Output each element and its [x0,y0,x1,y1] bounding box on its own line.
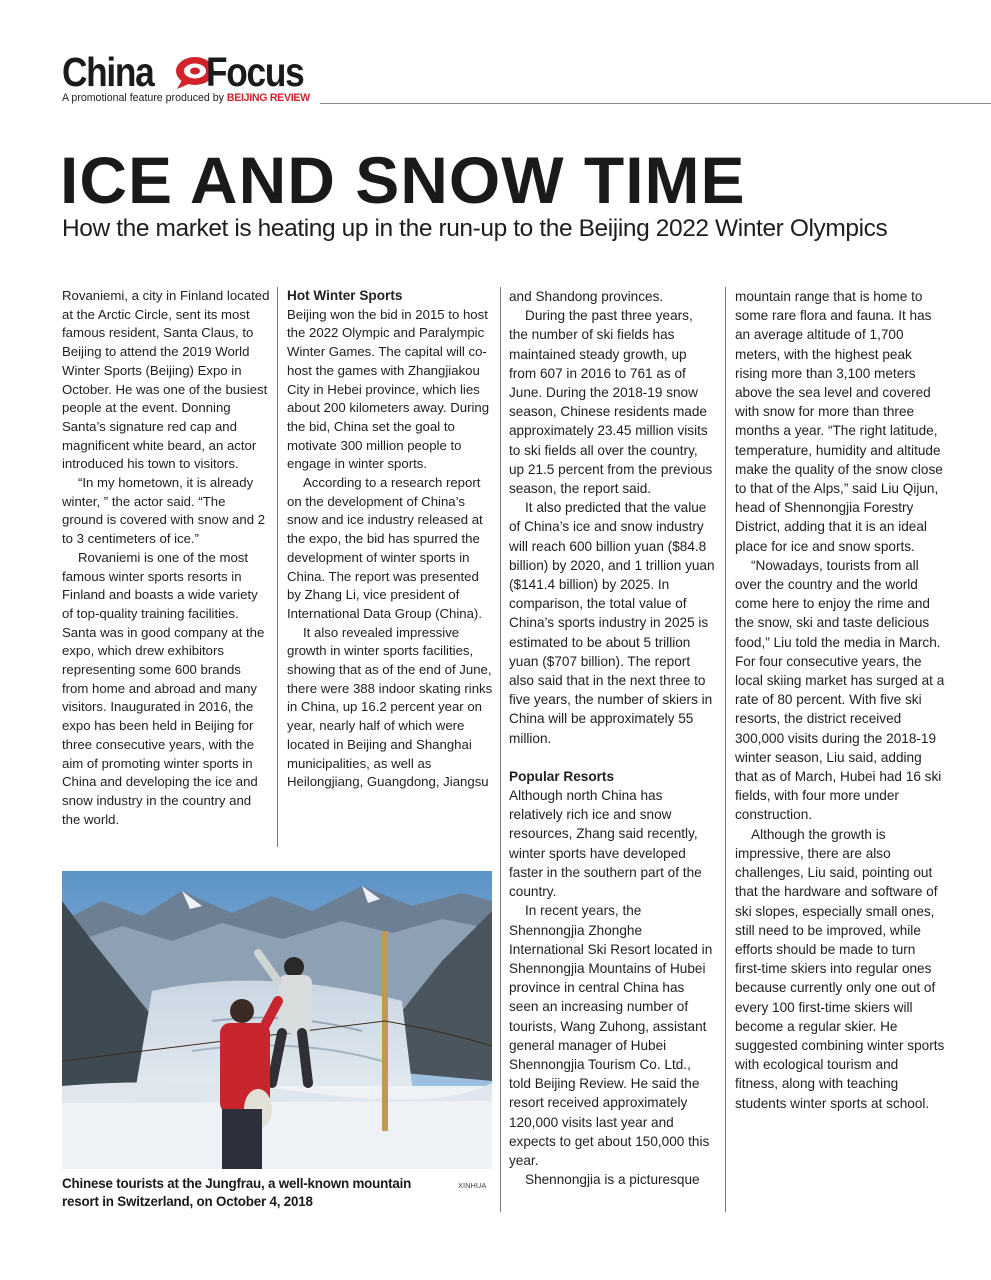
column-3 [509,287,715,1189]
logo-tagline [62,92,310,104]
column-divider [277,287,278,847]
jungfrau-photo [62,871,492,1169]
paragraph: Although the growth is impressive, there are also challenges, Liu said, pointing out that the hardware and software of ski slopes, especially small ones, still need to be improved, while efforts should be made to turn first-time skiers into regular ones because currently only one out of every 100 first-time skiers will become a regular skier. He suggested combining winter sports with ecological tourism and fitness, along with teaching students winter sports at school. [735,826,945,1111]
section-heading: Popular Resorts [509,768,614,784]
column-divider [500,287,501,1212]
photo-illustration [62,871,492,1169]
paragraph: Rovaniemi is one of the most famous winter sports resorts in Finland and boasts a wide variety of top-quality training facilities. Santa was in good company at the expo, which drew exhibitors representing some 600 brands from home and abroad and many visitors. Inaugurated in 2016, the expo has been held in Beijing for three consecutive years, with the aim of promoting winter sports in China and developing the ice and snow industry in the country and the world. [62,549,265,827]
paragraph: It also predicted that the value of China’s ice and snow industry will reach 600 billion yuan ($84.8 billion) by 2020, and 1 trillion yuan ($141.4 billion) by 2025. In comparison, the total value of China’s sports industry in 2025 is estimated to be about 5 trillion yuan ($707 billion). The report also said that in the next three to five years, the number of skiers in China will be approximately 55 million. [509,500,715,746]
article-headline: ICE AND SNOW TIME [60,143,746,217]
china-focus-logo [62,48,322,110]
publisher-name: BEIJING REVIEW [226,92,310,104]
paragraph: “Nowadays, tourists from all over the country and the world come here to enjoy the rime and the snow, ski and taste delicious food,” Liu told the media in March. For four consecutive years, the local skiing market has surged at a rate of 80 percent. With five ski resorts, the district received 300,000 visits during the 2018-19 winter season, Liu said, adding that as of March, Hubei had 16 ski fields, with four more under construction. [735,557,945,823]
paragraph: Although north China has relatively rich ice and snow resources, Zhang said recently, winter sports have developed faster in the southern part of the country. [509,788,702,900]
column-1 [62,287,270,829]
paragraph: It also revealed impressive growth in winter sports facilities, showing that as of the end of June, there were 388 indoor skating rinks in China, up 16.2 percent year on year, nearly half of which were located in Beijing and Shanghai municipalities, as well as Heilongjiang, Guangdong, Jiangsu [287,624,493,790]
article-subheadline: How the market is heating up in the run-up to the Beijing 2022 Winter Olympics [62,215,888,242]
logo-word-china: China [62,49,154,95]
column-divider [725,287,726,1212]
logo-word-focus: Focus [206,49,304,95]
paragraph: mountain range that is home to some rare flora and fauna. It has an average altitude of 1,700 meters, with the highest peak rising more than 3,100 meters above the sea level and covered with snow for more than three months a year. “The right latitude, temperature, humidity and altitude make the quality of the snow close to that of the Alps,” said Liu Qijun, head of Shennongjia Forestry District, adding that it is an ideal place for ice and snow sports. [735,289,943,554]
paragraph: Beijing won the bid in 2015 to host the 2022 Olympic and Paralympic Winter Games. The capital will co-host the games with Zhangjiakou City in Hebei province, which lies about 200 kilometers away. During the bid, China set the goal to motivate 300 million people to engage in winter sports. [287,306,490,472]
photo-credit: XINHUA [458,1181,487,1190]
paragraph: In recent years, the Shennongjia Zhonghe International Ski Resort located in Shennongjia Mountains of Hubei province in central China has seen an increasing number of tourists, Wang Zuhong, assistant general manager of Hubei Shennongjia Tourism Co. Ltd., told Beijing Review. He said the resort received approximately 120,000 visits last year and expects to get about 150,000 this year. [509,903,713,1168]
photo-caption: Chinese tourists at the Jungfrau, a well-known mountain resort in Switzerland, on October 4, 2018 [62,1176,412,1209]
paragraph: During the past three years, the number of ski fields has maintained steady growth, up from 607 in 2016 to 761 as of June. During the 2018-19 snow season, Chinese residents made approximately 23.45 million visits to ski fields all over the country, up 21.5 percent from the previous season, the report said. [509,308,713,497]
paragraph: and Shandong provinces. [509,289,664,304]
paragraph: According to a research report on the development of China’s snow and ice industry released at the expo, the bid has spurred the development of winter sports in China. The report was presented by Zhang Li, vice president of International Data Group (China). [287,475,483,621]
header-rule [320,103,991,104]
tagline-text: A promotional feature produced by [62,92,224,104]
paragraph: Rovaniemi, a city in Finland located at the Arctic Circle, sent its most famous resident, Santa Claus, to Beijing to attend the 2019 World Winter Sports (Beijing) Expo in October. He was one of the busiest people at the event. Donning Santa’s signature red cap and magnificent white beard, an actor introduced his town to visitors. [62,288,270,472]
column-4 [735,287,945,1113]
paragraph: “In my hometown, it is already winter, ” the actor said. “The ground is covered with snow and 2 to 3 centimeters of ice.” [62,475,266,547]
section-heading: Hot Winter Sports [287,288,403,303]
paragraph: Shennongjia is a picturesque [525,1172,700,1188]
column-2 [287,287,493,792]
